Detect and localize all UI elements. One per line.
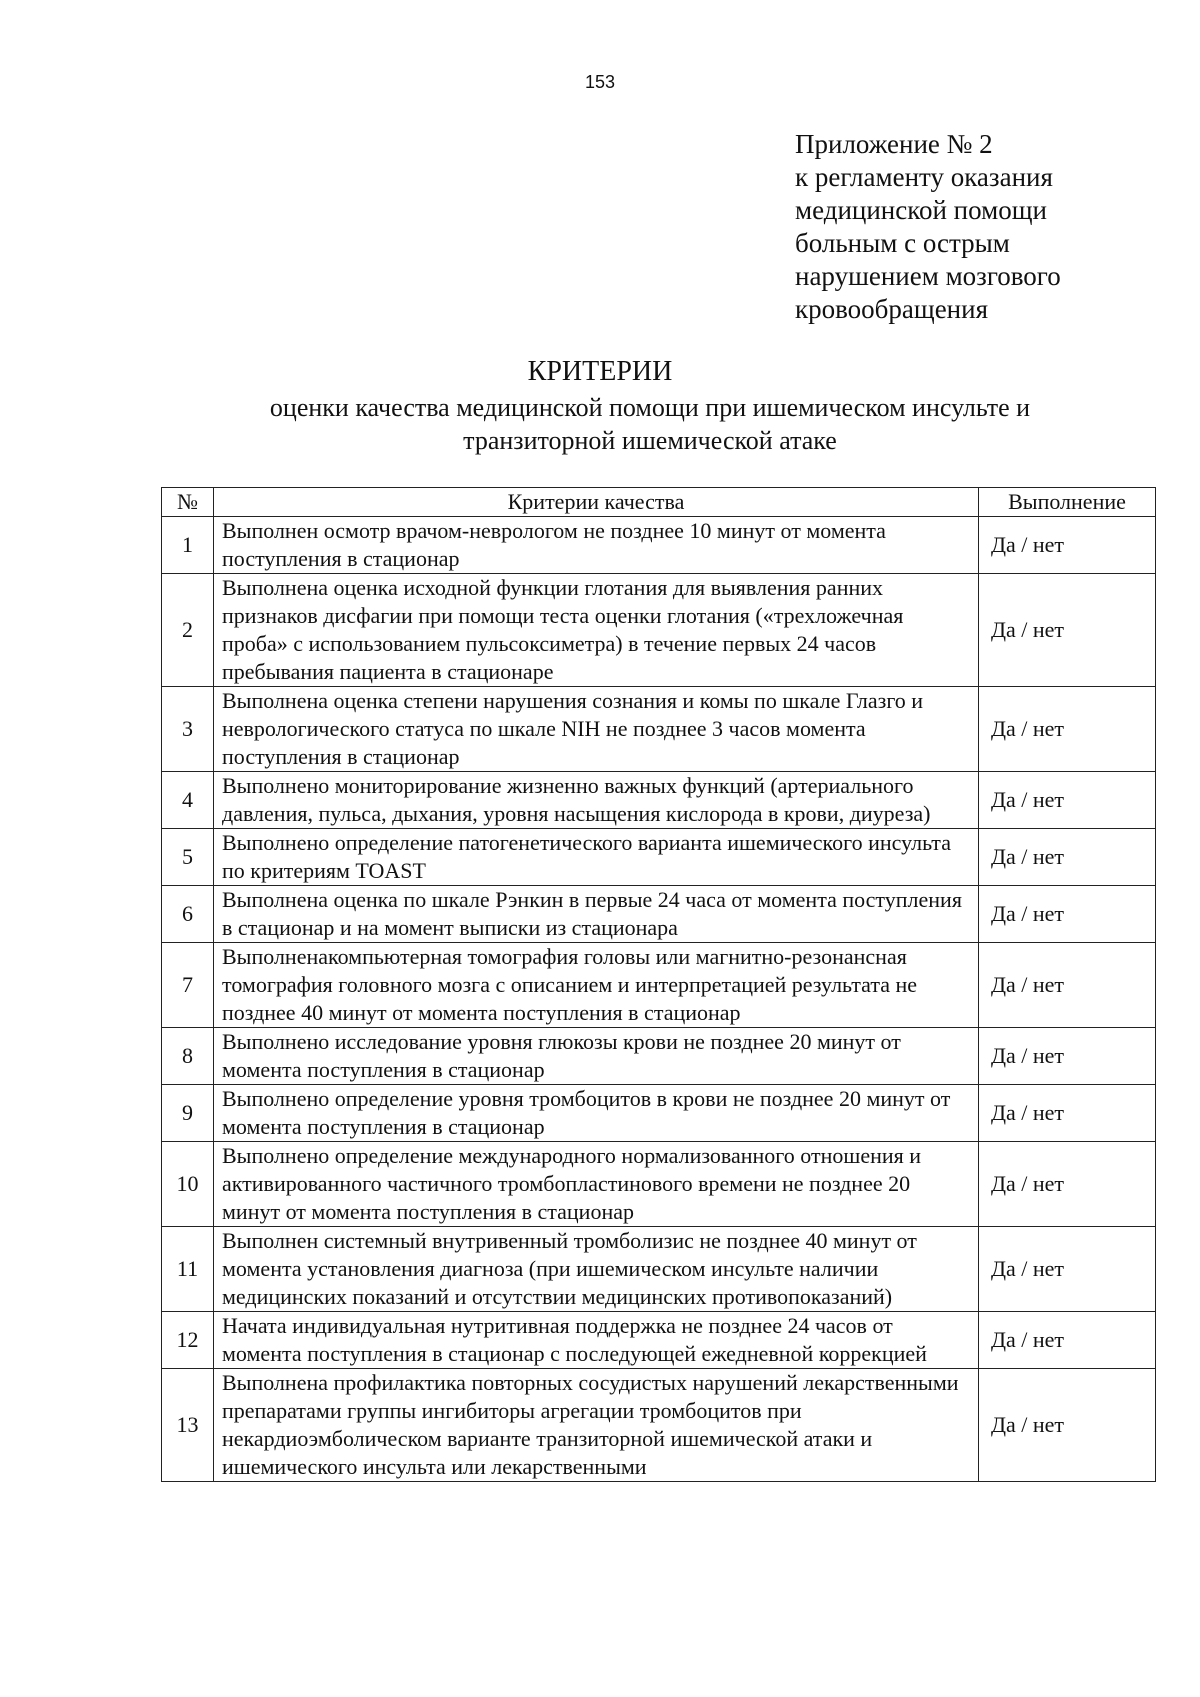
row-number: 6 [162, 886, 214, 943]
row-number: 13 [162, 1369, 214, 1482]
table-row [162, 1028, 1156, 1085]
row-number: 12 [162, 1312, 214, 1369]
table-row [162, 517, 1156, 574]
criterion-result: Да / нет [979, 943, 1156, 1028]
table-row [162, 829, 1156, 886]
header-number: № [162, 488, 214, 517]
appendix-line: нарушением мозгового [795, 261, 1061, 291]
row-number: 2 [162, 574, 214, 687]
criterion-result: Да / нет [979, 1142, 1156, 1227]
row-number: 7 [162, 943, 214, 1028]
appendix-line: больным с острым [795, 228, 1010, 258]
row-number: 3 [162, 687, 214, 772]
criterion-text: Выполнена оценка степени нарушения сознания и комы по шкале Глазго и неврологического статуса по шкале NIH не позднее 3 часов момента поступления в стационар [214, 687, 979, 772]
criterion-result: Да / нет [979, 574, 1156, 687]
criterion-result: Да / нет [979, 886, 1156, 943]
table-row [162, 772, 1156, 829]
table-row [162, 886, 1156, 943]
criterion-text: Выполнено определение уровня тромбоцитов в крови не позднее 20 минут от момента поступления в стационар [214, 1085, 979, 1142]
criterion-result: Да / нет [979, 1028, 1156, 1085]
criterion-text: Выполнено исследование уровня глюкозы крови не позднее 20 минут от момента поступления в стационар [214, 1028, 979, 1085]
document-subtitle: оценки качества медицинской помощи при ишемическом инсульте и транзиторной ишемической атаке [269, 393, 1031, 455]
appendix-line: медицинской помощи [795, 195, 1047, 225]
row-number: 10 [162, 1142, 214, 1227]
appendix-note [795, 128, 1155, 326]
criterion-result: Да / нет [979, 687, 1156, 772]
row-number: 8 [162, 1028, 214, 1085]
page-number: 153 [584, 72, 616, 92]
header-criteria: Критерии качества [214, 488, 979, 517]
table-row [162, 574, 1156, 687]
row-number: 9 [162, 1085, 214, 1142]
document-title: КРИТЕРИИ [527, 356, 673, 387]
table-row [162, 687, 1156, 772]
criterion-result: Да / нет [979, 1369, 1156, 1482]
table-row [162, 1085, 1156, 1142]
criterion-text: Начата индивидуальная нутритивная поддержка не позднее 24 часов от момента поступления в стационар с последующей ежедневной коррекцией [214, 1312, 979, 1369]
criterion-text: Выполнено мониторирование жизненно важных функций (артериального давления, пульса, дыхания, уровня насыщения кислорода в крови, диуреза) [214, 772, 979, 829]
appendix-line: кровообращения [795, 294, 988, 324]
table-header-row [162, 488, 1156, 517]
criterion-text: Выполнена оценка по шкале Рэнкин в первые 24 часа от момента поступления в стационар и на момент выписки из стационара [214, 886, 979, 943]
criterion-text: Выполнен осмотр врачом-неврологом не позднее 10 минут от момента поступления в стационар [214, 517, 979, 574]
criterion-text: Выполненакомпьютерная томография головы или магнитно-резонансная томография головного мозга с описанием и интерпретацией результата не позднее 40 минут от момента поступления в стационар [214, 943, 979, 1028]
criterion-result: Да / нет [979, 772, 1156, 829]
criterion-text: Выполнено определение международного нормализованного отношения и активированного частичного тромбопластинового времени не позднее 20 минут от момента поступления в стационар [214, 1142, 979, 1227]
criterion-result: Да / нет [979, 517, 1156, 574]
criterion-text: Выполнена профилактика повторных сосудистых нарушений лекарственными препаратами группы ингибиторы агрегации тромбоцитов при некардиоэмболическом варианте транзиторной ишемической атаки и ишемического инсульта или лекарственными [214, 1369, 979, 1482]
table-row [162, 1142, 1156, 1227]
table-row [162, 1227, 1156, 1312]
criterion-text: Выполнен системный внутривенный тромболизис не позднее 40 минут от момента установления диагноза (при ишемическом инсульте наличии медицинских показаний и отсутствии медицинских противопоказаний) [214, 1227, 979, 1312]
table-row [162, 1369, 1156, 1482]
criterion-text: Выполнена оценка исходной функции глотания для выявления ранних признаков дисфагии при помощи теста оценки глотания («трехложечная проба» с использованием пульсоксиметра) в течение первых 24 часов пребывания пациента в стационаре [214, 574, 979, 687]
criteria-table [161, 487, 1156, 1482]
table-row [162, 1312, 1156, 1369]
criterion-text: Выполнено определение патогенетического варианта ишемического инсульта по критериям TOAST [214, 829, 979, 886]
criterion-result: Да / нет [979, 1227, 1156, 1312]
header-result: Выполнение [979, 488, 1156, 517]
row-number: 1 [162, 517, 214, 574]
criterion-result: Да / нет [979, 829, 1156, 886]
appendix-line: к регламенту оказания [795, 162, 1053, 192]
criterion-result: Да / нет [979, 1312, 1156, 1369]
criterion-result: Да / нет [979, 1085, 1156, 1142]
row-number: 4 [162, 772, 214, 829]
appendix-line: Приложение № 2 [795, 129, 993, 159]
row-number: 11 [162, 1227, 214, 1312]
row-number: 5 [162, 829, 214, 886]
table-row [162, 943, 1156, 1028]
